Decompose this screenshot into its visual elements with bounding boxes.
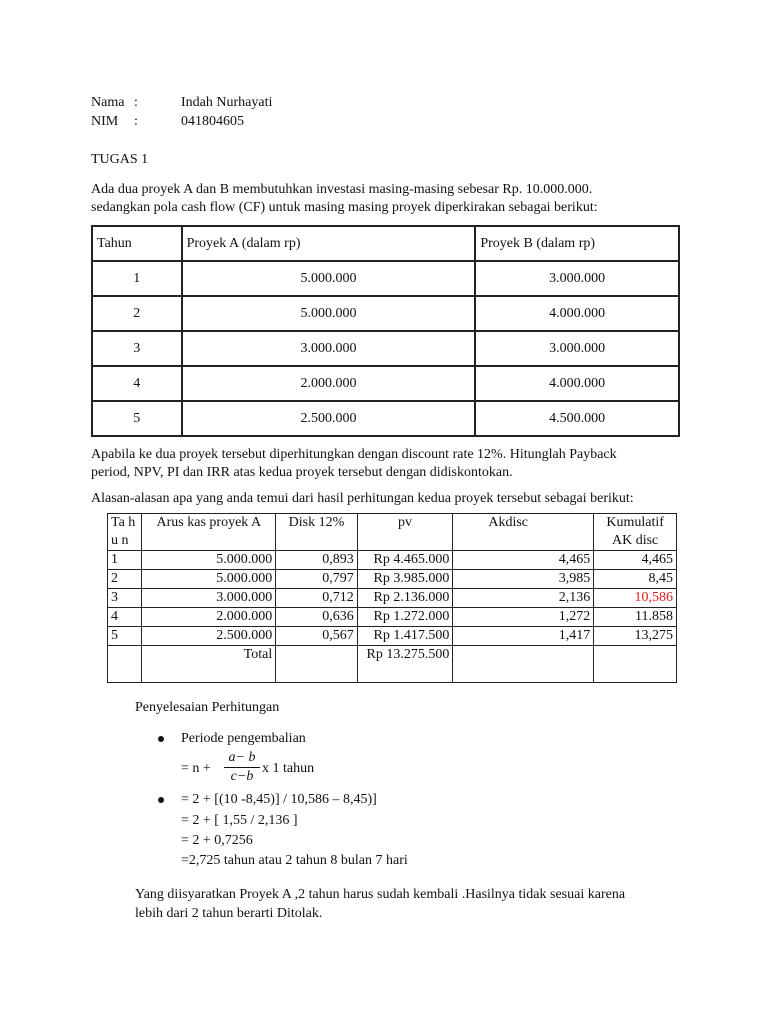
table-cell: Rp 1.272.000 xyxy=(357,608,453,627)
table-cell: 2 xyxy=(108,570,142,589)
table-cell: 1 xyxy=(108,551,142,570)
nama-colon: : xyxy=(134,95,138,110)
conclusion-line-2: lebih dari 2 tahun berarti Ditolak. xyxy=(135,906,323,921)
table-cell: 2,136 xyxy=(453,589,594,608)
table-cell: 4.500.000 xyxy=(475,401,679,436)
table-cell: 0,893 xyxy=(276,551,357,570)
cashflow-table xyxy=(91,225,680,437)
table-cell: Rp 2.136.000 xyxy=(357,589,453,608)
table-cell: 0,567 xyxy=(276,627,357,646)
table-cell: 0,712 xyxy=(276,589,357,608)
table-cell: 1,417 xyxy=(453,627,594,646)
calc-line-4: =2,725 tahun atau 2 tahun 8 bulan 7 hari xyxy=(181,853,408,868)
header-cell: Akdisc xyxy=(453,514,594,551)
table-cell: Rp 4.465.000 xyxy=(357,551,453,570)
table-cell: 11.858 xyxy=(594,608,677,627)
table-cell: 3.000.000 xyxy=(475,331,679,366)
table-row xyxy=(108,627,677,646)
header-cell: Arus kas proyek A xyxy=(142,514,276,551)
header-cell: pv xyxy=(357,514,453,551)
header-cell: Proyek B (dalam rp) xyxy=(475,226,679,261)
calc-line-3: = 2 + 0,7256 xyxy=(181,833,253,848)
intro-line-1: Ada dua proyek A dan B membutuhkan investasi masing-masing sebesar Rp. 10.000.000. xyxy=(91,182,593,197)
table-cell: 13,275 xyxy=(594,627,677,646)
calc-line-2: = 2 + [ 1,55 / 2,136 ] xyxy=(181,813,298,828)
bullet-icon xyxy=(158,736,164,742)
solution-heading: Penyelesaian Perhitungan xyxy=(135,700,280,715)
table-cell: 3.000.000 xyxy=(142,589,276,608)
table-cell: 8,45 xyxy=(594,570,677,589)
table-cell: 4,465 xyxy=(453,551,594,570)
table-cell: 3.000.000 xyxy=(182,331,476,366)
table-cell: 0,797 xyxy=(276,570,357,589)
table-cell: 5.000.000 xyxy=(142,570,276,589)
table-cell: 5 xyxy=(92,401,182,436)
table-cell: 5 xyxy=(108,627,142,646)
table-cell: 2 xyxy=(92,296,182,331)
table-cell: 5.000.000 xyxy=(182,261,476,296)
header-cell: Disk 12% xyxy=(276,514,357,551)
table-row xyxy=(92,296,679,331)
table-cell: 3 xyxy=(92,331,182,366)
formula-denominator: c−b xyxy=(230,769,254,784)
formula-numerator: a− b xyxy=(228,750,256,765)
table-row xyxy=(108,570,677,589)
table-cell: 5.000.000 xyxy=(182,296,476,331)
table-cell: 4,465 xyxy=(594,551,677,570)
header-cell: Kumulatif AK disc xyxy=(594,514,677,551)
nama-label: Nama xyxy=(91,95,125,110)
table-row xyxy=(92,401,679,436)
conclusion-line-1: Yang diisyaratkan Proyek A ,2 tahun harus sudah kembali .Hasilnya tidak sesuai karena xyxy=(135,887,626,902)
alasan-line: Alasan-alasan apa yang anda temui dari hasil perhitungan kedua proyek tersebut sebagai berikut: xyxy=(91,491,634,506)
table-cell: 2.000.000 xyxy=(182,366,476,401)
bullet-icon xyxy=(158,797,164,803)
table-cell: 1 xyxy=(92,261,182,296)
table-cell: 4 xyxy=(108,608,142,627)
question-line-2: period, NPV, PI dan IRR atas kedua proyek tersebut dengan didiskontokan. xyxy=(91,465,513,480)
table-cell xyxy=(108,646,142,683)
table-cell: Rp 3.985.000 xyxy=(357,570,453,589)
table-header-row xyxy=(108,514,677,551)
table-cell: 3 xyxy=(108,589,142,608)
table-header-row xyxy=(92,226,679,261)
table-cell: 4.000.000 xyxy=(475,366,679,401)
nim-label: NIM xyxy=(91,114,119,129)
table-cell: 1,272 xyxy=(453,608,594,627)
total-label: Total xyxy=(142,646,276,683)
highlighted-cell: 10,586 xyxy=(594,589,677,608)
table-cell: Rp 1.417.500 xyxy=(357,627,453,646)
table-row xyxy=(108,608,677,627)
question-line-1: Apabila ke dua proyek tersebut diperhitungkan dengan discount rate 12%. Hitunglah Payback xyxy=(91,447,617,462)
table-row xyxy=(108,589,677,608)
table-cell: 3,985 xyxy=(453,570,594,589)
table-cell: 4.000.000 xyxy=(475,296,679,331)
table-row xyxy=(108,551,677,570)
formula-suffix: x 1 tahun xyxy=(262,761,315,776)
table-row xyxy=(92,261,679,296)
nama-value: Indah Nurhayati xyxy=(181,95,273,110)
total-value: Rp 13.275.500 xyxy=(357,646,453,683)
header-cell: Ta hu n xyxy=(108,514,142,551)
bullet-1-title: Periode pengembalian xyxy=(181,731,306,746)
table-cell xyxy=(453,646,594,683)
fraction-line xyxy=(224,767,260,768)
header-cell: Tahun xyxy=(92,226,182,261)
table-row xyxy=(92,331,679,366)
table-cell: 2.500.000 xyxy=(142,627,276,646)
table-row xyxy=(92,366,679,401)
nim-colon: : xyxy=(134,114,138,129)
table-cell xyxy=(276,646,357,683)
header-cell: Proyek A (dalam rp) xyxy=(182,226,476,261)
page-title: TUGAS 1 xyxy=(91,152,149,167)
discount-table xyxy=(107,513,677,683)
formula-prefix: = n + xyxy=(181,761,211,776)
table-cell: 5.000.000 xyxy=(142,551,276,570)
table-cell: 0,636 xyxy=(276,608,357,627)
calc-line-1: = 2 + [(10 -8,45)] / 10,586 – 8,45)] xyxy=(181,792,377,807)
table-cell: 2.000.000 xyxy=(142,608,276,627)
nim-value: 041804605 xyxy=(181,114,244,129)
table-cell: 2.500.000 xyxy=(182,401,476,436)
intro-line-2: sedangkan pola cash flow (CF) untuk masing masing proyek diperkirakan sebagai berikut: xyxy=(91,200,598,215)
table-cell: 3.000.000 xyxy=(475,261,679,296)
table-cell: 4 xyxy=(92,366,182,401)
table-total-row xyxy=(108,646,677,683)
table-cell xyxy=(594,646,677,683)
